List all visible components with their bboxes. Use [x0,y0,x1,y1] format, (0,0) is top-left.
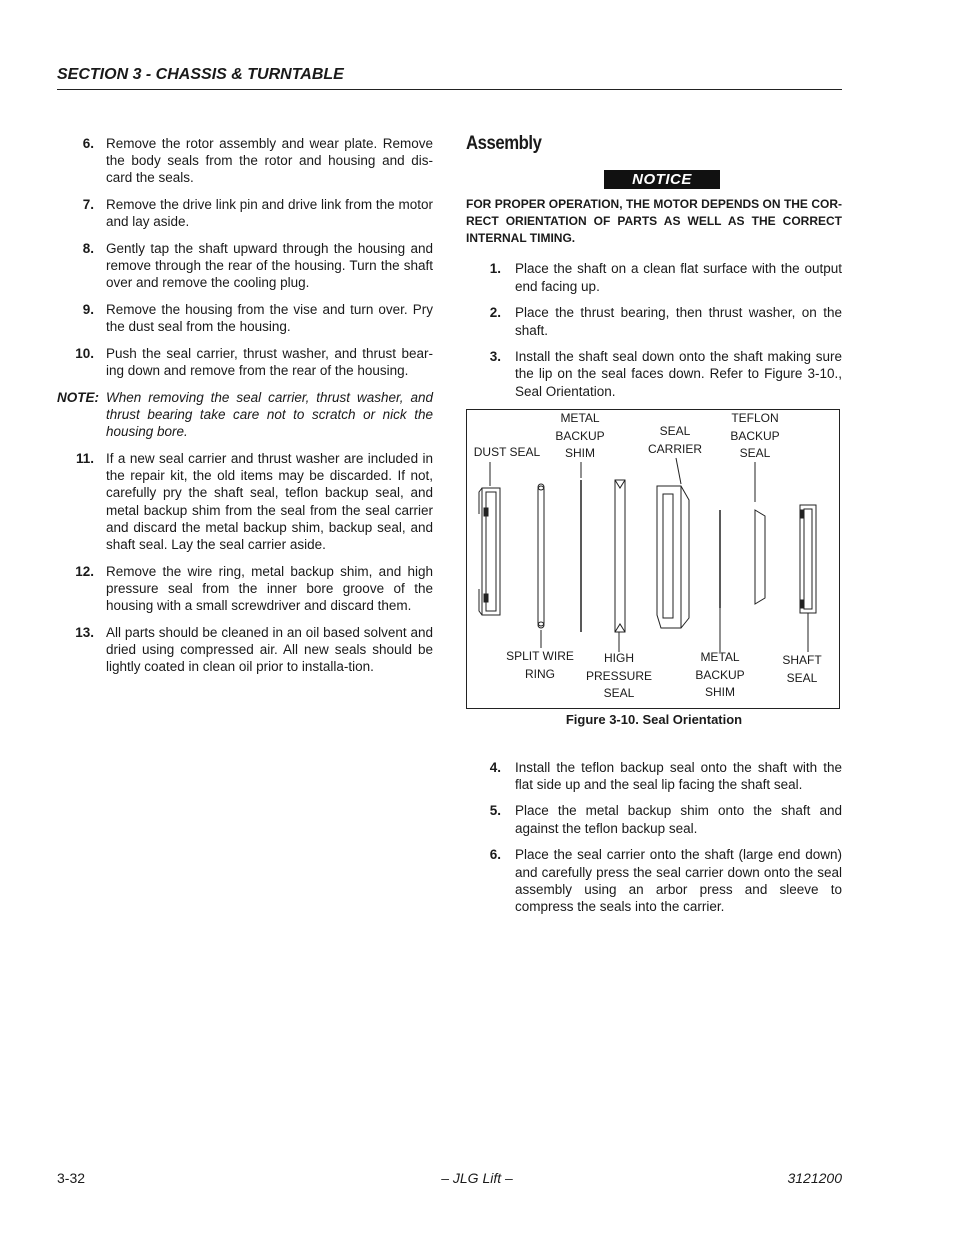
step-text: Place the shaft on a clean flat surface with the output end facing up. [515,261,842,294]
step-number: 11. [75,451,94,467]
procedure-step [57,301,433,335]
label-split-wire-ring: SPLIT WIRE RING [506,649,574,681]
procedure-step [466,260,842,294]
step-text: Place the metal backup shim onto the shaft and against the teflon backup seal. [515,803,842,836]
assembly-title: Assembly [466,133,542,154]
step-number: 5. [489,803,501,819]
split-wire-ring-shape [538,486,544,626]
section-header: SECTION 3 - CHASSIS & TURNTABLE [57,66,344,83]
note-text: When removing the seal carrier, thrust washer, and thrust bearing take care not to scratch or nick the housing bore. [106,389,433,440]
step-text: Remove the drive link pin and drive link from the motor and lay aside. [106,197,433,230]
teflon-seal-shape [755,510,765,604]
step-text: Remove the wire ring, metal backup shim, and high pressure seal from the inner bore groove of the housing with a small screwdriver and discard them. [106,563,433,614]
label-metal-backup-shim-top: METAL BACKUP SHIM [555,411,605,461]
step-number: 13. [75,624,94,640]
seal-orientation-figure [466,409,840,709]
step-number: 7. [82,197,94,213]
notice-text: FOR PROPER OPERATION, THE MOTOR DEPENDS ON THE COR-RECT ORIENTATION OF PARTS AS WELL AS THE CORRECT INTERNAL TIMING. [466,197,842,246]
notice-wrap [466,170,842,189]
note-label: NOTE: [57,389,99,405]
procedure-step [466,759,842,793]
procedure-step [466,802,842,836]
leader-seal-carrier [676,458,681,484]
procedure-step [57,624,433,676]
label-high-pressure-seal: HIGH PRESSURE SEAL [585,651,653,701]
step-number: 3. [489,349,501,365]
step-text: Gently tap the shaft upward through the housing and remove through the rear of the housing. Turn the shaft over and remove the cooling plug. [106,241,433,291]
procedure-step [57,345,433,379]
step-text: Install the shaft seal down onto the shaft making sure the lip on the seal faces down. Refer to Figure 3-10., Seal Orientation. [515,349,842,399]
right-column [466,135,842,925]
procedure-step [57,240,433,292]
step-text: Place the seal carrier onto the shaft (large end down) and carefully press the seal carrier down onto the seal assembly using an arbor press and sleeve to compress the seals into the carrier. [515,847,842,914]
step-number: 4. [489,759,501,775]
step-number: 9. [82,302,94,318]
figure-caption: Figure 3-10. Seal Orientation [565,712,743,728]
procedure-step [466,348,842,400]
label-dust-seal: DUST SEAL [473,445,541,460]
step-text: All parts should be cleaned in an oil based solvent and dried using compressed air. All new seals should be lightly coated in clean oil prior to installa-tion. [106,624,433,675]
step-text: Remove the housing from the vise and turn over. Pry the dust seal from the housing. [106,302,433,335]
page-number: 3-32 [57,1170,86,1186]
notice-badge: NOTICE [604,170,720,189]
step-text: Remove the rotor assembly and wear plate. Remove the body seals from the rotor and housing and dis-card the seals. [106,136,433,186]
procedure-step [57,135,433,187]
step-text: Install the teflon backup seal onto the shaft with the flat side up and the seal lip facing the shaft seal. [515,759,842,792]
procedure-step [57,196,433,230]
header-rule [57,89,842,90]
shaft-seal-shape [800,505,816,613]
step-number: 6. [489,847,501,863]
label-metal-backup-shim-bottom: METAL BACKUP SHIM [695,650,745,700]
step-number: 12. [75,563,94,579]
step-number: 6. [82,136,94,151]
step-number: 8. [82,241,94,257]
procedure-step [466,304,842,338]
document-number: 3121200 [787,1170,842,1186]
step-text: If a new seal carrier and thrust washer are included in the repair kit, the old items may be discarded. If not, carefully pry the shaft seal, teflon backup seal, and metal backup shim from the seal from the seal carrier and discard the metal backup shim, backup seal, and shaft seal. Lay the seal carrier aside. [106,451,433,553]
note-block [57,389,433,441]
procedure-step [466,846,842,915]
step-text: Place the thrust bearing, then thrust washer, on the shaft. [515,305,842,338]
step-number: 1. [489,261,501,277]
label-teflon-backup-seal: TEFLON BACKUP SEAL [730,411,780,461]
step-number: 10. [75,346,94,362]
step-number: 2. [489,305,501,321]
procedure-step [57,563,433,615]
label-shaft-seal: SHAFT SEAL [782,653,822,685]
high-pressure-seal-shape [615,480,625,632]
label-seal-carrier: SEAL CARRIER [647,424,702,456]
footer-brand: – JLG Lift – [441,1170,513,1186]
procedure-step [57,450,433,553]
left-column [57,135,433,685]
step-text: Push the seal carrier, thrust washer, and thrust bear-ing down and remove from the rear of the housing. [106,346,433,379]
